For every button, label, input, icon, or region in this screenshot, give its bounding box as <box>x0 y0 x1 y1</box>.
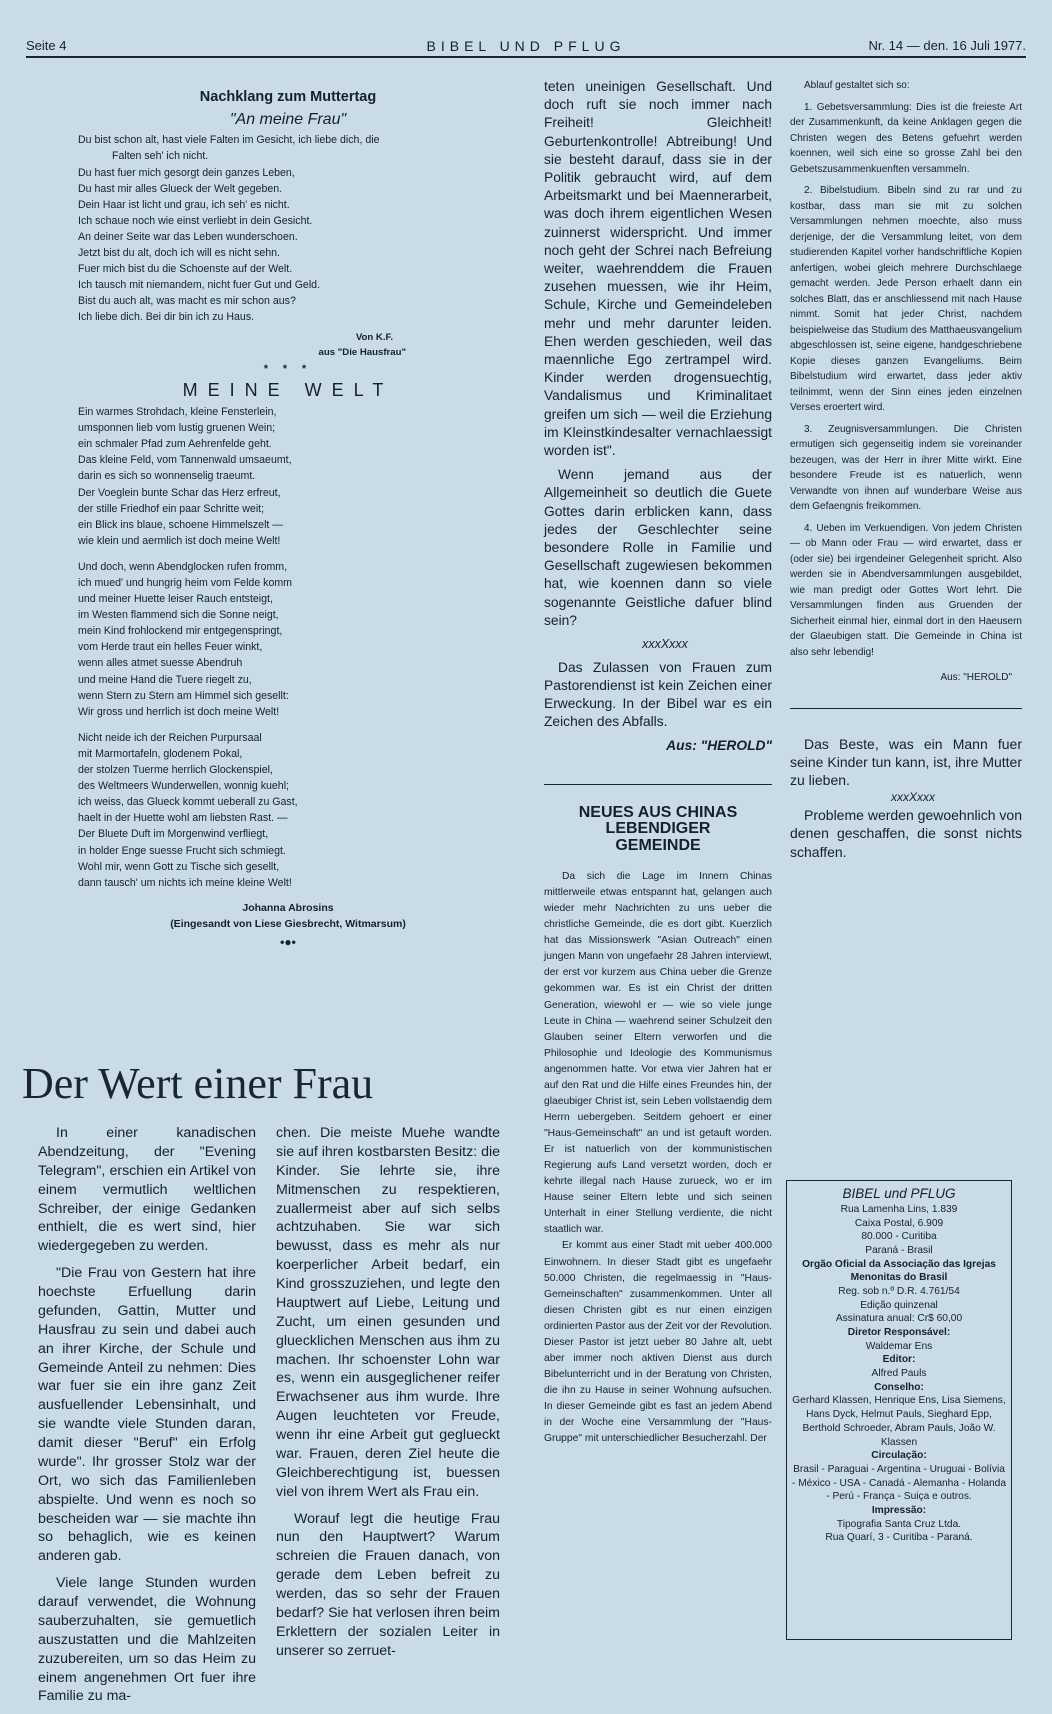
section-rule <box>544 784 772 785</box>
china-title-line: LEBENDIGER <box>605 820 711 838</box>
poem-line: Der Bluete Duft im Morgenwind verfliegt, <box>78 828 269 841</box>
china-continued-column <box>790 78 1022 861</box>
poem-line: darin es sich so wonnenselig traeumt. <box>78 470 256 483</box>
china-title-line: GEMEINDE <box>615 837 701 855</box>
impressum-line: Paraná - Brasil <box>865 1245 933 1257</box>
poem2-stanzas <box>78 404 498 891</box>
poem-line: der stolzen Tuerme herrlich Glockenspiel, <box>78 764 273 777</box>
poem-column <box>78 86 498 951</box>
impressum-council: Gerhard Klassen, Henrique Ens, Lisa Siemens, Hans Dyck, Helmut Pauls, Sieghard Epp, Berthold Schroeder, Abram Pauls, João W. Klassen <box>792 1395 1006 1448</box>
poem-line: ein Blick ins blaue, schoene Himmelszelt — <box>78 518 283 531</box>
poem1-lines <box>78 132 498 325</box>
issue-date: Nr. 14 — den. 16 Juli 1977. <box>868 38 1026 53</box>
poem-line: Wohl mir, wenn Gott zu Tische sich gesellt, <box>78 860 280 873</box>
impressum-reg: Reg. sob n.º D.R. 4.761/54 <box>838 1286 960 1298</box>
impressum-box <box>786 1180 1012 1640</box>
poem-line: wenn alles atmet suesse Abendruh <box>78 657 243 670</box>
impressum-subscription: Assinatura anual: Cr$ 60,00 <box>835 1313 963 1325</box>
article-paragraph: In einer kanadischen Abendzeitung, der "Evening Telegram", erschien ein Artikel von einem vermutlich weltlichen Schreiber, der einige Gedanken enthielt, die es wert sind, hier wiedergegeben zu werden. <box>38 1125 256 1255</box>
article-paragraph: chen. Die meiste Muehe wandte sie auf ihren kostbarsten Besitz: die Kinder. Sie lehrte sie, ihre Mitmenschen zu respektieren, zuallermeist aber auf sich selbs achtzuhaben. Sie war sich bewusst, dass es mehr als nur koerperlicher Arbeit bedarf, ein Kind grosszuziehen, und legte den Hauptwert auf Liebe, Leitung und Zucht, um einen gesunden und gluecklichen Menschen aus ihm zu machen. Ihr schoenster Lohn war es, wenn ein ausgeglichener reifer Erwachsener aus ihm wurde. Ihre Augen leuchteten vor Freude, wenn ihr eine Arbeit gut geglueckt war. Frauen, deren Ziel heute die Gleichberechtigung ist, buessen viel von ihrem Wert als Frau ein. <box>276 1125 500 1500</box>
article-paragraph: Worauf legt die heutige Frau nun den Hauptwert? Warum schreien die Frauen danach, von gerade dem Leben befreit zu werden, das so sehr der Frauen bedarf? Sie hat verlosen ihren beim Erklettern der sozialen Leiter in unserer so zerruet- <box>276 1510 500 1659</box>
poem-stanza <box>78 559 498 720</box>
poem-line: in holder Enge suesse Frucht sich schmiegt. <box>78 844 286 857</box>
list-item: 4. Ueben im Verkuendigen. Von jedem Christen — ob Mann oder Frau — wird erwartet, dass er (oder sie) bei irgendeiner Gelegenheit spricht. Also werden sie in Abendversammlungen ausgebildet, wie man predigt oder Gottes Wort lehrt. Die Versammlungen finden aus Gruenden der Sicherheit einmal hier, einmal dort in den Haeusern der Glaeubigen statt. Die Gemeinde in China ist also sehr lebendig! <box>790 522 1022 658</box>
impressum-label: Editor: <box>882 1354 916 1366</box>
article-title: Der Wert einer Frau <box>22 1059 374 1108</box>
newspaper-title: BIBEL UND PFLUG <box>426 38 626 54</box>
china-title-line: NEUES AUS CHINAS <box>578 803 738 821</box>
poem-line: ein schmaler Pfad zum Aehrenfelde geht. <box>78 438 272 451</box>
page-number: Seite 4 <box>26 38 67 53</box>
poem-line: ich weiss, das Glueck kommt ueberall zu Gast, <box>78 796 298 809</box>
poem-line: und meine Hand die Tuere riegelt zu, <box>78 673 252 686</box>
poem-line: An deiner Seite war das Leben wunderschoen. <box>78 230 298 243</box>
poem-line: mit Marmortafeln, glodenem Pokal, <box>78 747 243 760</box>
impressum-line: Rua Lamenha Lins, 1.839 <box>840 1204 958 1216</box>
china-title <box>544 805 772 855</box>
quote-block <box>790 735 1022 862</box>
poem-line: vom Herde traut ein helles Feuer winkt, <box>78 641 263 654</box>
poem-line: dann tausch' um nichts ich meine kleine Welt! <box>78 876 292 889</box>
impressum-line: 80.000 - Curitiba <box>861 1231 937 1243</box>
poem-line: Fuer mich bist du die Schoenste auf der Welt. <box>78 263 293 276</box>
poem-line: im Westen flammend sich die Sonne neigt, <box>78 609 279 622</box>
poem-line: Wir gross und herrlich ist doch meine Welt! <box>78 705 280 718</box>
poem-line: des Weltmeers Wunderwellen, wonnig kuehl; <box>78 780 290 793</box>
poem-line: umsponnen lieb vom lustig gruenen Wein; <box>78 422 276 435</box>
poem1-author: Von K.F. <box>355 332 393 344</box>
poem1-subtitle: "An meine Frau" <box>229 111 347 129</box>
page-header <box>26 34 1026 56</box>
ornament: •●• <box>280 934 296 949</box>
quote-text: Probleme werden gewoehnlich von denen geschaffen, die sonst nichts schaffen. <box>790 806 1022 860</box>
poem-stanza <box>78 404 498 549</box>
impressum-label: Impressão: <box>871 1504 927 1516</box>
poem-line: mein Kind frohlockend mir entgegenspringt, <box>78 625 283 638</box>
section-rule <box>790 708 1022 709</box>
poem-line: Und doch, wenn Abendglocken rufen fromm, <box>78 560 288 573</box>
poem-line: Bist du auch alt, was macht es mir schon aus? <box>78 295 296 308</box>
poem-line: und meiner Huette leiser Rauch entsteigt, <box>78 593 273 606</box>
impressum-printer-address: Rua Quarí, 3 - Curitiba - Paraná. <box>825 1532 973 1544</box>
poem2-title: MEINE WELT <box>182 379 394 400</box>
source-reference: Aus: "HEROLD" <box>940 672 1012 683</box>
poem-stanza <box>78 730 498 891</box>
list-item: 2. Bibelstudium. Bibeln sind zu rar und zu kostbar, dass man sie mit zu solchen Versammlungen nehmen moechte, also muss derjenige, der die Versammlung leitet, von dem studierenden Kapitel vorher handschriftliche Kopien anfertigen, wobei gleich mehrere Durchschlaege gemacht werden. Jede Person erhaelt dann ein solches Blatt, das er anschliessend mit nach Hause nimmt. Somit hat jeder Christ, nachdem beispielweise das Studium des Matthaeusvangelium abgeschlossen ist, seine eigene, handgeschriebene Kopie dieses ganzen Evangeliums. Beim Bibelstudium wird erwartet, dass jeder aktiv teilnimmt, wenn der Sinn eines jeden einzelnen Verses eroertert wird. <box>790 185 1022 413</box>
header-rule <box>26 56 1026 58</box>
impressum-label: Conselho: <box>874 1381 924 1393</box>
poem-line: Dein Haar ist licht und grau, ich seh' es nicht. <box>78 198 290 211</box>
article-paragraph: Wenn jemand aus der Allgemeinheit so deutlich die Guete Gottes darin erblicken kann, dass jedes der Geschlechter seine besondere Rolle in Familie und Gesellschaft zugewiesen bekommen hat, wie koennen dann so viele sogenannte Geistliche dafuer blind sein? <box>544 467 772 628</box>
impressum-line: Caixa Postal, 6.909 <box>854 1217 944 1229</box>
poem-line: Du hast fuer mich gesorgt dein ganzes Leben, <box>78 166 295 179</box>
impressum-edition: Edição quinzenal <box>860 1299 938 1311</box>
poem-line: ich mued' und hungrig heim vom Felde komm <box>78 577 292 590</box>
poem2-author: Johanna Abrosins <box>242 901 334 914</box>
separator: xxxXxxx <box>642 637 688 652</box>
poem-line: Falten seh' ich nicht. <box>112 150 209 163</box>
china-paragraph: Da sich die Lage im Innern Chinas mittlerweile etwas entspannt hat, gelangen auch wieder mehr Nachrichten zu uns ueber die christliche Gemeinde, die es dort gibt. Kuerzlich hat das Missionswerk "Asian Outreach" einen jungen Mann von ungefaehr 28 Jahren interviewt, der erst vor kurzem aus China ueber die Grenze gekommen war. Es ist ein Christ der dritten Generation, wiewohl er — wie so viele junge Leute in China — waehrend seiner Schulzeit den Glauben seiner Eltern verworfen und die Philosophie und Ideologie des Kommunismus angenommen hatte. Vor etwa vier Jahren hat er auf den Rat und die Hilfe eines Freundes hin, der glaeubiger Christ ist, sein Leben vollstaendig dem Herrn uebergeben. Seitdem gehoert er einer "Haus-Gemeinschaft" an und ist getauft worden. Er ist natuerlich von der kommunistischen Regierung aufs Land versetzt worden, doch er kehrte illegal nach Hause zurueck, wo er im Hause seiner Eltern lebte und sich seinen Unterhalt in einer Stellung verdiente, die nicht staatlich war. <box>544 871 772 1236</box>
impressum-title: BIBEL und PFLUG <box>842 1186 956 1201</box>
poem-line: wie klein und aermlich ist doch meine Welt! <box>78 534 281 547</box>
separator: xxxXxxx <box>890 789 935 804</box>
article-col2 <box>276 1124 500 1669</box>
poem-line: haelt in der Huette wohl am liebsten Rast. — <box>78 812 288 825</box>
impressum-director: Waldemar Ens <box>865 1340 933 1352</box>
china-paragraph: Er kommt aus einer Stadt mit ueber 400.000 Einwohnern. In dieser Stadt gibt es ungefaehr 50.000 Christen, die regelmaessig in "Haus-Gemeinschaften" zusammenkommen. Unter all diesen Christen gibt es nur einen einzigen ordinierten Pastor aus der Zeit vor der Revolution. Dieser Pastor ist jetzt ueber 80 Jahre alt, uebt aber immer noch aktiven Dienst aus durch Bibelunterricht und in der Beratung von Christen, die ihn zu Hause in seiner Wohnung aufsuchen. In dieser Gemeinde gibt es fast an jedem Abend in der Woche eine Versammlung der "Haus-Gruppe" mit unterschiedlicher Besucherzahl. Der <box>544 1240 772 1445</box>
section-divider: * * * <box>263 362 313 375</box>
poem-line: Nicht neide ich der Reichen Purpursaal <box>78 731 262 744</box>
poem-line: Jetzt bist du alt, doch ich will es nicht sehn. <box>78 247 280 259</box>
poem-line: Du hast mir alles Glueck der Welt gegeben. <box>78 182 283 195</box>
impressum-label: Diretor Responsável: <box>847 1327 951 1339</box>
poem-line: Ich liebe dich. Bei dir bin ich zu Haus. <box>78 311 255 324</box>
poem-line: Das kleine Feld, vom Tannenwald umsaeumt, <box>78 454 292 467</box>
impressum-org: Orgão Oficial da Associação das Igrejas Menonitas do Brasil <box>802 1258 996 1284</box>
poem-line: Ich tausch mit niemandem, nicht fuer Gut und Geld. <box>78 279 321 292</box>
note-paragraph: Das Zulassen von Frauen zum Pastorendienst ist kein Zeichen einer Erweckung. In der Bibel war es ein Zeichen des Abfalls. <box>544 659 772 730</box>
article-paragraph: "Die Frau von Gestern hat ihre hoechste Erfuellung darin gefunden, Gattin, Mutter und Hausfrau zu sein und dabei auch an ihrer Kirche, der Schule und Gemeinde Anteil zu nehmen: Dies war fuer sie ein ihre ganz Zeit ausfuellender Lebensinhalt, und sie wandte viele Stunden daran, damit dieser "Beruf" ein Erfolg wurde". Ihr grosser Stolz war der Ort, wo sich das Familienleben abspielte. Und wenn es noch so bescheiden war — sie machte ihn so behaglich, wie es keinen anderen gab. <box>38 1265 256 1565</box>
article-col3 <box>544 78 772 1447</box>
poem1-source: aus "Die Hausfrau" <box>318 347 406 359</box>
poem-line: Du bist schon alt, hast viele Falten im Gesicht, ich liebe dich, die <box>78 134 380 147</box>
impressum-circulation: Brasil - Paraguai - Argentina - Uruguai - Bolívia - México - USA - Canadá - Alemanha - Holanda - Perú - França - Suiça e outros. <box>791 1463 1007 1503</box>
article-paragraph: teten uneinigen Gesellschaft. Und doch ruft sie noch immer nach Freiheit! Gleichheit! Geburtenkontrolle! Abtreibung! Und sie besteht darauf, dass sie in der Politik gebraucht wird, auf dem Arbeitsmarkt und bei Maennerarbeit, was doch ihrem eigentlichen Wesen zuinnerst widerspricht. Und immer noch geht der Schrei nach Befreiung weiter, waehrenddem die Frauen zusehen muessen, wie ihr Heim, Schule, Kirche und Gemeindeleben mehr und mehr darunter leiden. Ehen werden geschieden, weil das maennliche Ego zertrampel wird. Kinder werden drogensuechtig, Vandalismus und Kriminalitaet greifen um sich — weil die Erziehung im Kleinstkindesalter vernachlaessigt worden ist". <box>544 79 772 459</box>
poem-line: Der Voeglein bunte Schar das Herz erfreut, <box>78 486 281 499</box>
col4-intro: Ablauf gestaltet sich so: <box>804 80 910 91</box>
impressum-label: Circulação: <box>871 1450 927 1462</box>
article-col1 <box>38 1124 256 1714</box>
poem1-title: Nachklang zum Muttertag <box>199 89 377 105</box>
poem-line: Ich schaue noch wie einst verliebt in dein Gesicht. <box>78 214 313 227</box>
poem-line: wenn Stern zu Stern am Himmel sich gesellt: <box>78 689 289 702</box>
source-reference: Aus: "HEROLD" <box>666 738 772 754</box>
poem2-source: (Eingesandt von Liese Giesbrecht, Witmarsum) <box>170 917 406 930</box>
article-paragraph: Viele lange Stunden wurden darauf verwendet, die Wohnung sauberzuhalten, sie gemuetlich auszustatten und die Mahlzeiten zuzubereiten, um so das Heim zu einem angenehmen Ort fuer ihre Familie zu ma- <box>38 1575 256 1705</box>
list-item: 1. Gebetsversammlung: Dies ist die freieste Art der Zusammenkunft, da keine Anklagen gegen die Christen wegen des Betens gefuehrt werden koennen, weil sich eine so grosse Zahl bei den Gebetszusammenkuenften versammeln. <box>790 101 1022 175</box>
list-item: 3. Zeugnisversammlungen. Die Christen ermutigen sich gegenseitig indem sie voreinander bezeugen, was der Herr in ihrer Mitte wirkt. Eine besondere Freude ist es natuerlich, wenn Verwandte von ihnen auf wunderbare Weise aus dem Gefaengnis freikommen. <box>790 423 1022 512</box>
quote-text: Das Beste, was ein Mann fuer seine Kinder tun kann, ist, ihre Mutter zu lieben. <box>790 735 1022 789</box>
poem-line: Ein warmes Strohdach, kleine Fensterlein, <box>78 406 277 419</box>
china-body <box>544 869 772 1447</box>
poem-line: der stille Friedhof ein paar Schritte weit; <box>78 502 265 515</box>
impressum-editor: Alfred Pauls <box>871 1368 927 1380</box>
impressum-printer: Tipografia Santa Cruz Ltda. <box>836 1518 962 1530</box>
